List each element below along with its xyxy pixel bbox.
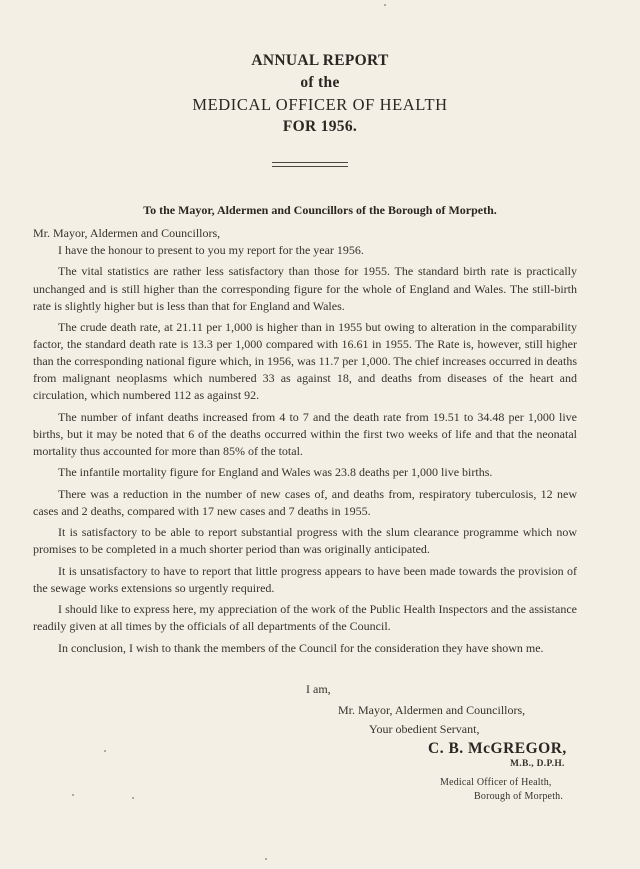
title-line-1: ANNUAL REPORT [251, 52, 389, 69]
divider-rule-top [272, 162, 348, 163]
divider-rule-bottom [272, 166, 348, 167]
title-line-3: MEDICAL OFFICER OF HEALTH [192, 95, 448, 114]
paragraph-conclusion: In conclusion, I wish to thank the members of the Council for the consideration they have shown me. [58, 640, 544, 655]
paper-speck [72, 794, 74, 796]
paper-speck [132, 797, 134, 799]
signatory-borough: Borough of Morpeth. [474, 791, 564, 802]
paragraph-tuberculosis: There was a reduction in the number of new cases of, and deaths from, respiratory tuberculosis, 12 new cases and 2 deaths, compared with 17 new cases and 7 deaths in 1955. [33, 486, 577, 518]
salutation: Mr. Mayor, Aldermen and Councillors, [33, 226, 221, 240]
paper-speck [104, 750, 106, 752]
paragraph-appreciation: I should like to express here, my appreciation of the work of the Public Health Inspectors and the assistance readily given at all times by the officials of all departments of the Council. [33, 602, 577, 634]
paragraph-infantile-mortality: The infantile mortality figure for England and Wales was 23.8 deaths per 1,000 live births. [58, 465, 493, 480]
signatory-qualifications: M.B., D.P.H. [510, 759, 565, 769]
signatory-office: Medical Officer of Health, [440, 777, 552, 788]
paragraph-honour: I have the honour to present to you my report for the year 1956. [58, 243, 364, 258]
title-line-4: FOR 1956. [282, 118, 358, 135]
paragraph-slum-clearance: It is satisfactory to be able to report substantial progress with the slum clearance programme which now promises to be completed in a much shorter period than was originally anticipated. [33, 525, 577, 557]
paragraph-sewage-works: It is unsatisfactory to have to report that little progress appears to have been made towards the provision of the sewage works extensions so urgently required. [33, 563, 577, 595]
closing-i-am: I am, [306, 682, 331, 696]
report-body [33, 225, 577, 661]
title-line-2: of the [300, 74, 340, 91]
report-title [0, 50, 640, 138]
paragraph-infant-deaths: The number of infant deaths increased from 4 to 7 and the death rate from 19.51 to 34.48 per 1,000 live births, but it may be noted that 6 of the deaths occurred within the first two weeks of life and that the neonatal mortality thus accounted for more than 85% of the total. [33, 409, 577, 459]
closing-address: Mr. Mayor, Aldermen and Councillors, [338, 703, 526, 717]
signatory-name: C. B. McGREGOR, [428, 740, 567, 757]
closing-servant: Your obedient Servant, [369, 722, 480, 736]
paper-speck [265, 858, 267, 860]
paragraph-vital-statistics: The vital statistics are rather less satisfactory than those for 1955. The standard birth rate is practically unchanged and is still higher than the corresponding figure for the whole of England and Wales. The still-birth rate is slightly higher but is less than that for England and Wales. [33, 264, 577, 313]
addressee-heading: To the Mayor, Aldermen and Councillors of the Borough of Morpeth. [143, 203, 497, 217]
paper-speck [384, 4, 386, 6]
paragraph-death-rate: The crude death rate, at 21.11 per 1,000 is higher than in 1955 but owing to alteration in the comparability factor, the standard death rate is 13.3 per 1,000 compared with 16.61 in 1955. The Rate is, however, still higher than the corresponding national figure which, in 1956, was 11.7 per 1,000. The chief increases occurred in deaths from malignant neoplasms which numbered 33 as against 18, and deaths from diseases of the heart and circulation, which numbered 112 as against 92. [33, 320, 577, 403]
